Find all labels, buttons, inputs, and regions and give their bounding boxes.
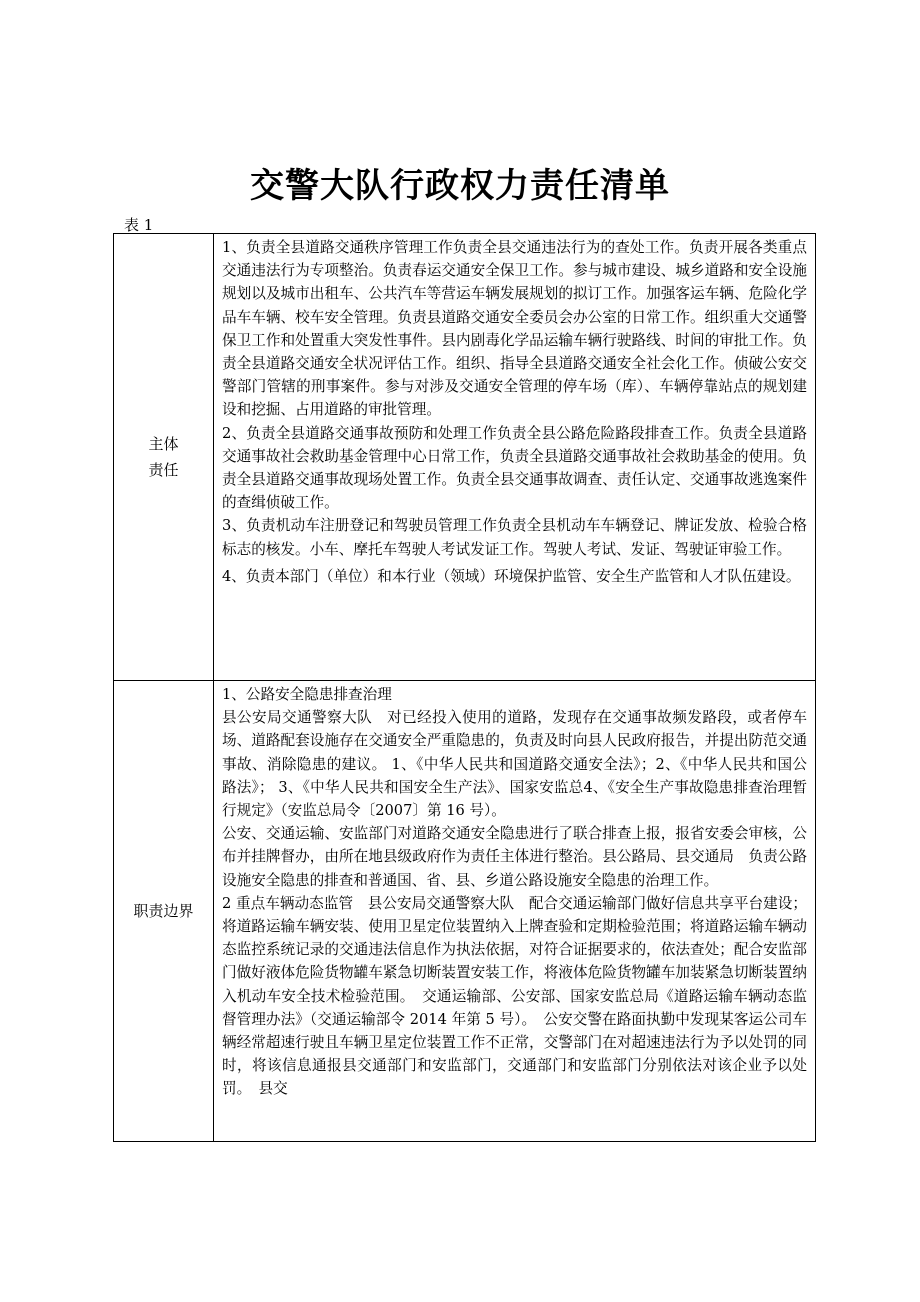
- table-row: [114, 234, 816, 681]
- paragraph: 县公安局交通警察大队 对已经投入使用的道路，发现存在交通事故频发路段，或者停车场、道路配套设施存在交通安全严重隐患的，负责及时向县人民政府报告，并提出防范交通事故、消除隐患的建议。 1、《中华人民共和国道路交通安全法》；2、《中华人民共和国公路法》； 3、《中华人民共和国安全生产法》、国家安监总4、《安全生产事故隐患排查治理暂行规定》（安监总局令〔2007〕第 16 号）。: [222, 709, 807, 820]
- paragraph: 4、负责本部门（单位）和本行业（领域）环境保护监管、安全生产监管和人才队伍建设。: [222, 567, 801, 585]
- table-number: 表 1: [124, 216, 154, 234]
- row-label-line: 主体: [148, 435, 179, 453]
- paragraph: 2 重点车辆动态监管 县公安局交通警察大队 配合交通运输部门做好信息共享平台建设；将道路运输车辆安装、使用卫星定位装置纳入上牌查验和定期检验范围；将道路运输车辆动态监控系统记录的交通违法信息作为执法依据，对符合证据要求的，依法查处；配合安监部门做好液体危险货物罐车紧急切断装置安装工作，将液体危险货物罐车加装紧急切断装置纳入机动车安全技术检验范围。 交通运输部、公安部、国家安监总局《道路运输车辆动态监督管理办法》（交通运输部令 2014 年第 5 号）。 公安交警在路面执勤中发现某客运公司车辆经常超速行驶且车辆卫星定位装置工作不正常，交警部门在对超速违法行为予以处罚的同时，将该信息通报县交通部门和安监部门，交通部门和安监部门分别依法对该企业予以处罚。 县交: [222, 894, 807, 1098]
- responsibility-table: [113, 233, 816, 1142]
- main-responsibility-content: [214, 234, 816, 681]
- row-label-duty-boundary: 职责边界: [114, 681, 214, 1142]
- paragraph: 公安、交通运输、安监部门对道路交通安全隐患进行了联合排查上报，报省安委会审核，公布并挂牌督办，由所在地县级政府作为责任主体进行整治。县公路局、县交通局 负责公路设施安全隐患的排查和普通国、省、县、乡道公路设施安全隐患的治理工作。: [222, 825, 807, 889]
- paragraph: 3、负责机动车注册登记和驾驶员管理工作负责全县机动车车辆登记、牌证发放、检验合格标志的核发。小车、摩托车驾驶人考试发证工作。驾驶人考试、发证、驾驶证审验工作。: [222, 517, 807, 558]
- paragraph: 1、负责全县道路交通秩序管理工作负责全县交通违法行为的查处工作。负责开展各类重点交通违法行为专项整治。负责春运交通安全保卫工作。参与城市建设、城乡道路和安全设施规划以及城市出租车、公共汽车等营运车辆发展规划的拟订工作。加强客运车辆、危险化学品车车辆、校车安全管理。负责县道路交通安全委员会办公室的日常工作。组织重大交通警保卫工作和处置重大突发性事件。县内剧毒化学品运输车辆行驶路线、时间的审批工作。负责全县道路交通安全状况评估工作。组织、指导全县道路交通安全社会化工作。侦破公安交警部门管辖的刑事案件。参与对涉及交通安全管理的停车场（库）、车辆停靠站点的规划建设和挖掘、占用道路的审批管理。: [222, 239, 807, 419]
- page-title: 交警大队行政权力责任清单: [250, 166, 670, 206]
- duty-boundary-content: [214, 681, 816, 1142]
- row-label-line: 责任: [148, 461, 179, 479]
- table-row: [114, 681, 816, 1142]
- row-label-main-responsibility: [114, 234, 214, 681]
- paragraph: 2、负责全县道路交通事故预防和处理工作负责全县公路危险路段排查工作。负责全县道路交通事故社会救助基金管理中心日常工作，负责全县道路交通事故社会救助基金的使用。负责全县道路交通事故现场处置工作。负责全县交通事故调查、责任认定、交通事故逃逸案件的查缉侦破工作。: [222, 424, 807, 512]
- paragraph: 1、公路安全隐患排查治理: [222, 686, 392, 703]
